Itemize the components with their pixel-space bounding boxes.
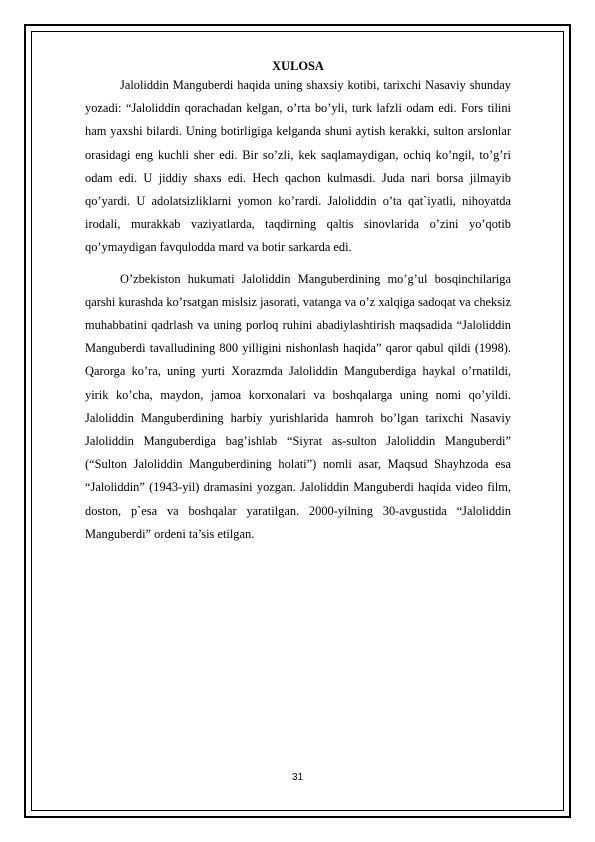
paragraph-2: O’zbekiston hukumati Jaloliddin Manguberdining mo’g’ul bosqinchilariga qarshi kurashda ko’rsatgan mislsiz jasorati, vatanga va o’z xalqiga sadoqat va cheksiz muhabbatini qadrlash va uning porloq ruhini abadiylashtirish maqsadida “Jaloliddin Manguberdi tavalludining 800 yilligini nishonlash haqida” qaror qabul qildi (1998). Qarorga ko’ra, uning yurti Xorazmda Jaloliddin Manguberdiga haykal o’rnatildi, yirik ko’cha, maydon, jamoa korxonalari va boshqalarga uning nomi qo’yildi. Jaloliddin Manguberdining harbiy yurishlarida hamroh bo’lgan tarixchi Nasaviy Jaloliddin Manguberdiga bag’ishlab “Siyrat as-sulton Jaloliddin Manguberdi” (“Sulton Jaloliddin Manguberdining holati”) nomli asar, Maqsud Shayhzoda esa “Jaloliddin” (1943-yil) dramasini yozgan. Jaloliddin Manguberdi haqida video film, doston, p`esa va boshqalar yaratilgan. 2000-yilning 30-avgustida “Jaloliddin Manguberdi” ordeni ta’sis etilgan. bbox=[85, 271, 511, 541]
page-number: 31 bbox=[291, 772, 304, 783]
document-body bbox=[85, 56, 511, 546]
page-title: XULOSA bbox=[272, 59, 324, 73]
paragraph-1: Jaloliddin Manguberdi haqida uning shaxsiy kotibi, tarixchi Nasaviy shunday yozadi: “Jaloliddin qorachadan kelgan, o’rta bo’yli, turk lafzli odam edi. Fors tilini ham yaxshi bilardi. Uning botirligiga kelganda shuni aytish kerakki, sulton arslonlar orasidagi eng kuchli sher edi. Bir so’zli, kek saqlamaydigan, ochiq ko’ngil, to’g’ri odam edi. U jiddiy shaxs edi. Hech qachon kulmasdi. Juda nari borsa jilmayib qo’yardi. U adolatsizliklarni yomon ko’rardi. Jaloliddin o’ta qat`iyatli, nihoyatda irodali, murakkab vaziyatlarda, taqdirning qaltis sinovlarida o’zini yo’qotib qo’ymaydigan favqulodda mard va botir sarkarda edi. bbox=[85, 78, 511, 255]
